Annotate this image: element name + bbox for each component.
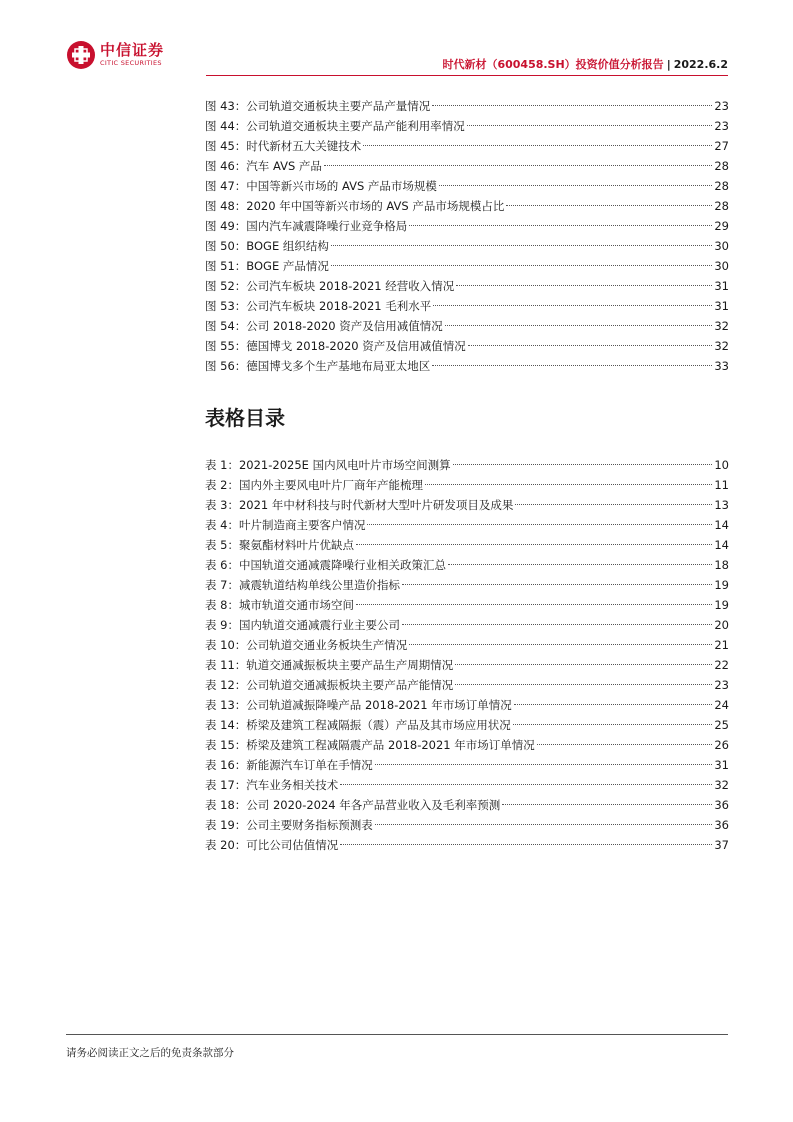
toc-leader xyxy=(409,225,712,226)
toc-entry-page: 28 xyxy=(714,179,729,193)
report-title: 时代新材（600458.SH）投资价值分析报告 xyxy=(442,58,664,71)
toc-entry[interactable] xyxy=(205,276,729,296)
toc-leader xyxy=(356,544,712,545)
toc-leader xyxy=(506,205,712,206)
toc-entry[interactable] xyxy=(205,216,729,236)
toc-leader xyxy=(537,744,713,745)
toc-entry-label: 图 51：BOGE 产品情况 xyxy=(205,259,329,273)
page-header xyxy=(66,40,728,76)
toc-entry[interactable] xyxy=(205,356,729,376)
toc-entry-label: 表 15：桥梁及建筑工程减隔震产品 2018-2021 年市场订单情况 xyxy=(205,738,535,752)
toc-leader xyxy=(448,564,712,565)
toc-entry-label: 表 8：城市轨道交通市场空间 xyxy=(205,598,354,612)
toc-entry[interactable] xyxy=(205,455,729,475)
toc-entry-page: 32 xyxy=(714,319,729,333)
toc-entry[interactable] xyxy=(205,495,729,515)
toc-entry[interactable] xyxy=(205,176,729,196)
toc-leader xyxy=(409,644,712,645)
toc-entry[interactable] xyxy=(205,835,729,855)
toc-leader xyxy=(331,245,712,246)
toc-leader xyxy=(453,464,713,465)
toc-entry-page: 27 xyxy=(714,139,729,153)
toc-entry-page: 31 xyxy=(714,758,729,772)
toc-entry-label: 表 4：叶片制造商主要客户情况 xyxy=(205,518,366,532)
toc-entry-page: 22 xyxy=(714,658,729,672)
toc-entry[interactable] xyxy=(205,555,729,575)
toc-entry-label: 表 1：2021-2025E 国内风电叶片市场空间测算 xyxy=(205,458,451,472)
toc-entry-label: 图 49：国内汽车减震降噪行业竞争格局 xyxy=(205,219,408,233)
logo-english-name: CITIC SECURITIES xyxy=(100,59,162,68)
toc-entry-page: 23 xyxy=(714,678,729,692)
toc-leader xyxy=(515,504,712,505)
toc-leader xyxy=(402,624,712,625)
toc-entry-page: 36 xyxy=(714,818,729,832)
tables-toc xyxy=(205,455,729,855)
toc-entry-label: 表 19：公司主要财务指标预测表 xyxy=(205,818,373,832)
toc-entry-label: 表 17：汽车业务相关技术 xyxy=(205,778,339,792)
toc-entry-label: 图 47：中国等新兴市场的 AVS 产品市场规模 xyxy=(205,179,437,193)
toc-entry-label: 表 11：轨道交通减振板块主要产品生产周期情况 xyxy=(205,658,454,672)
toc-entry-page: 32 xyxy=(714,339,729,353)
header-divider xyxy=(206,75,728,76)
toc-entry-label: 表 7：减震轨道结构单线公里造价指标 xyxy=(205,578,400,592)
toc-entry-label: 图 54：公司 2018-2020 资产及信用减值情况 xyxy=(205,319,443,333)
toc-leader xyxy=(433,305,712,306)
toc-leader xyxy=(502,804,712,805)
toc-leader xyxy=(324,165,712,166)
toc-leader xyxy=(363,145,712,146)
footer-divider xyxy=(66,1034,728,1035)
toc-entry-page: 29 xyxy=(714,219,729,233)
toc-entry[interactable] xyxy=(205,196,729,216)
toc-entry[interactable] xyxy=(205,236,729,256)
toc-entry[interactable] xyxy=(205,715,729,735)
toc-entry-label: 表 10：公司轨道交通业务板块生产情况 xyxy=(205,638,408,652)
toc-entry[interactable] xyxy=(205,695,729,715)
header-report-info xyxy=(442,56,728,72)
toc-entry-label: 表 5：聚氨酯材料叶片优缺点 xyxy=(205,538,354,552)
toc-entry[interactable] xyxy=(205,675,729,695)
toc-entry[interactable] xyxy=(205,655,729,675)
toc-entry[interactable] xyxy=(205,795,729,815)
toc-entry-label: 表 16：新能源汽车订单在手情况 xyxy=(205,758,373,772)
logo-chinese-name: 中信证券 xyxy=(100,41,165,60)
toc-entry-label: 表 14：桥梁及建筑工程减隔振（震）产品及其市场应用状况 xyxy=(205,718,511,732)
header-separator: | xyxy=(666,58,671,71)
toc-entry[interactable] xyxy=(205,336,729,356)
toc-entry-page: 14 xyxy=(714,538,729,552)
toc-entry-label: 图 46：汽车 AVS 产品 xyxy=(205,159,322,173)
toc-entry-page: 11 xyxy=(714,478,729,492)
toc-leader xyxy=(514,704,713,705)
toc-leader xyxy=(340,844,712,845)
toc-entry[interactable] xyxy=(205,535,729,555)
toc-entry-label: 表 18：公司 2020-2024 年各产品营业收入及毛利率预测 xyxy=(205,798,501,812)
figures-toc xyxy=(205,96,729,376)
toc-leader xyxy=(432,105,712,106)
toc-entry-label: 表 2：国内外主要风电叶片厂商年产能梳理 xyxy=(205,478,423,492)
toc-entry-page: 31 xyxy=(714,299,729,313)
toc-entry-page: 10 xyxy=(714,458,729,472)
toc-entry[interactable] xyxy=(205,755,729,775)
toc-entry-page: 14 xyxy=(714,518,729,532)
toc-entry-page: 24 xyxy=(714,698,729,712)
toc-leader xyxy=(432,365,712,366)
toc-entry-label: 图 50：BOGE 组织结构 xyxy=(205,239,329,253)
toc-entry-label: 图 45：时代新材五大关键技术 xyxy=(205,139,362,153)
toc-entry[interactable] xyxy=(205,515,729,535)
citic-logo xyxy=(66,40,164,70)
citic-logo-icon xyxy=(66,40,96,70)
toc-entry[interactable] xyxy=(205,575,729,595)
toc-entry-page: 25 xyxy=(714,718,729,732)
toc-entry[interactable] xyxy=(205,475,729,495)
toc-entry-label: 图 43：公司轨道交通板块主要产品产量情况 xyxy=(205,99,431,113)
toc-leader xyxy=(340,784,712,785)
toc-entry-label: 表 6：中国轨道交通减震降噪行业相关政策汇总 xyxy=(205,558,446,572)
toc-entry-page: 23 xyxy=(714,119,729,133)
toc-entry-page: 30 xyxy=(714,239,729,253)
toc-entry[interactable] xyxy=(205,296,729,316)
toc-leader xyxy=(375,764,713,765)
toc-entry-label: 表 20：可比公司估值情况 xyxy=(205,838,339,852)
toc-entry[interactable] xyxy=(205,595,729,615)
toc-entry-page: 26 xyxy=(714,738,729,752)
toc-entry[interactable] xyxy=(205,815,729,835)
toc-entry-page: 32 xyxy=(714,778,729,792)
toc-leader xyxy=(331,265,712,266)
toc-leader xyxy=(375,824,713,825)
toc-leader xyxy=(367,524,712,525)
toc-leader xyxy=(467,125,713,126)
tables-toc-heading: 表格目录 xyxy=(205,406,285,430)
toc-entry[interactable] xyxy=(205,635,729,655)
toc-entry-label: 图 44：公司轨道交通板块主要产品产能利用率情况 xyxy=(205,119,465,133)
toc-leader xyxy=(445,325,713,326)
toc-leader xyxy=(402,584,712,585)
toc-entry[interactable] xyxy=(205,735,729,755)
toc-leader xyxy=(455,664,712,665)
toc-entry[interactable] xyxy=(205,136,729,156)
toc-entry-page: 30 xyxy=(714,259,729,273)
toc-entry[interactable] xyxy=(205,256,729,276)
toc-leader xyxy=(439,185,712,186)
toc-entry-page: 28 xyxy=(714,159,729,173)
toc-entry-page: 13 xyxy=(714,498,729,512)
toc-entry-page: 36 xyxy=(714,798,729,812)
report-date: 2022.6.2 xyxy=(673,58,728,71)
toc-entry[interactable] xyxy=(205,96,729,116)
toc-leader xyxy=(468,345,713,346)
toc-entry[interactable] xyxy=(205,156,729,176)
toc-entry[interactable] xyxy=(205,775,729,795)
footer-disclaimer: 请务必阅读正文之后的免责条款部分 xyxy=(66,1047,234,1059)
toc-entry-label: 图 56：德国博戈多个生产基地布局亚太地区 xyxy=(205,359,431,373)
toc-entry-label: 表 12：公司轨道交通减振板块主要产品产能情况 xyxy=(205,678,454,692)
toc-entry-label: 图 53：公司汽车板块 2018-2021 毛利水平 xyxy=(205,299,432,313)
toc-entry-page: 20 xyxy=(714,618,729,632)
toc-entry-label: 图 55：德国博戈 2018-2020 资产及信用减值情况 xyxy=(205,339,466,353)
toc-leader xyxy=(513,724,713,725)
toc-entry-page: 31 xyxy=(714,279,729,293)
toc-entry-label: 表 3：2021 年中材科技与时代新材大型叶片研发项目及成果 xyxy=(205,498,514,512)
toc-entry-label: 表 9：国内轨道交通减震行业主要公司 xyxy=(205,618,400,632)
toc-leader xyxy=(356,604,712,605)
toc-entry-page: 21 xyxy=(714,638,729,652)
toc-entry-page: 19 xyxy=(714,578,729,592)
toc-entry-label: 表 13：公司轨道减振降噪产品 2018-2021 年市场订单情况 xyxy=(205,698,512,712)
toc-leader xyxy=(425,484,712,485)
toc-entry-page: 28 xyxy=(714,199,729,213)
toc-entry-page: 33 xyxy=(714,359,729,373)
toc-leader xyxy=(456,285,712,286)
toc-leader xyxy=(455,684,712,685)
toc-entry[interactable] xyxy=(205,316,729,336)
toc-entry-page: 18 xyxy=(714,558,729,572)
toc-entry-page: 23 xyxy=(714,99,729,113)
toc-entry-page: 37 xyxy=(714,838,729,852)
toc-entry-label: 图 48：2020 年中国等新兴市场的 AVS 产品市场规模占比 xyxy=(205,199,505,213)
toc-entry-label: 图 52：公司汽车板块 2018-2021 经营收入情况 xyxy=(205,279,455,293)
toc-entry[interactable] xyxy=(205,116,729,136)
toc-entry-page: 19 xyxy=(714,598,729,612)
toc-entry[interactable] xyxy=(205,615,729,635)
